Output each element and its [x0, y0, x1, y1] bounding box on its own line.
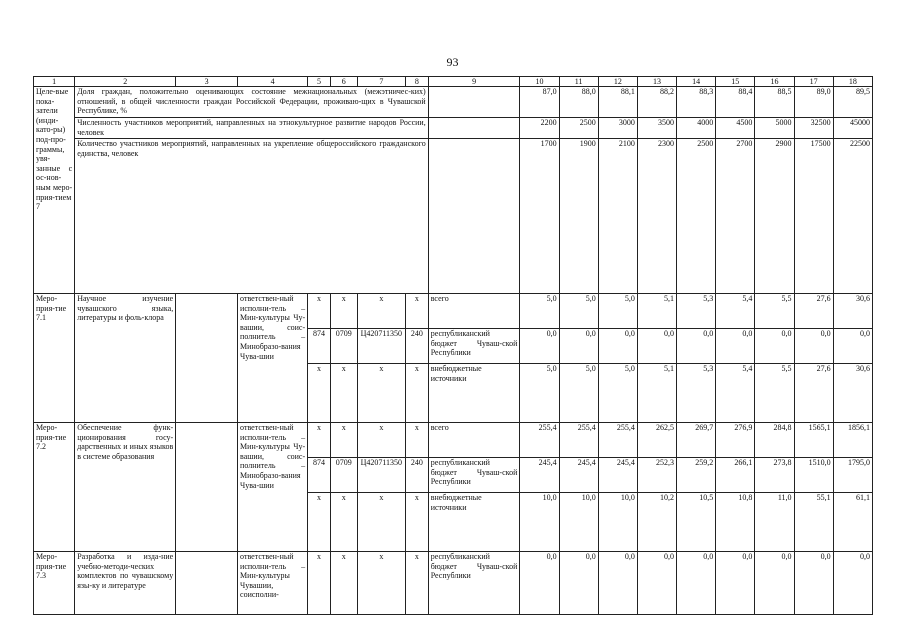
- budget-code: 874: [308, 458, 331, 493]
- funding-value: 1795,0: [833, 458, 872, 493]
- funding-value: 5,3: [677, 294, 716, 329]
- measure-executor: ответствен-ный исполни-тель – Мин-культуры Чу-вашии, соис-полнитель – Минобразо-вания Чува-шии: [238, 294, 308, 423]
- funding-value: 0,0: [794, 329, 833, 364]
- budget-code: x: [357, 493, 405, 552]
- column-number: 7: [357, 77, 405, 87]
- indicator-value: 2200: [520, 118, 559, 139]
- measure-label: Меро-прия-тие 7.2: [34, 423, 75, 552]
- funding-value: 0,0: [833, 552, 872, 615]
- funding-value: 5,1: [637, 294, 676, 329]
- budget-code: 874: [308, 329, 331, 364]
- funding-value: 0,0: [716, 329, 755, 364]
- funding-value: 10,2: [637, 493, 676, 552]
- indicator-text: Численность участников мероприятий, направленных на этнокультурное развитие народов России, человек: [75, 118, 428, 139]
- budget-code: 240: [406, 458, 429, 493]
- funding-value: 5,0: [598, 364, 637, 423]
- indicator-value: 5000: [755, 118, 794, 139]
- budget-code: x: [308, 423, 331, 458]
- funding-value: 30,6: [833, 294, 872, 329]
- funding-value: 245,4: [559, 458, 598, 493]
- funding-value: 266,1: [716, 458, 755, 493]
- budget-code: x: [308, 294, 331, 329]
- funding-value: 262,5: [637, 423, 676, 458]
- funding-value: 276,9: [716, 423, 755, 458]
- funding-value: 10,8: [716, 493, 755, 552]
- budget-code: x: [406, 552, 429, 615]
- measure-row: [34, 294, 873, 329]
- funding-value: 5,0: [598, 294, 637, 329]
- funding-value: 0,0: [755, 552, 794, 615]
- measure-executor: ответствен-ный исполни-тель – Мин-культуры Чу-вашии, соис-полнитель – Минобразо-вания Чува-шии: [238, 423, 308, 552]
- header-row: [34, 77, 873, 87]
- funding-value: 0,0: [559, 329, 598, 364]
- funding-value: 273,8: [755, 458, 794, 493]
- column-number: 9: [428, 77, 520, 87]
- column-number: 14: [677, 77, 716, 87]
- funding-value: 0,0: [559, 552, 598, 615]
- budget-code: 240: [406, 329, 429, 364]
- funding-value: 5,1: [637, 364, 676, 423]
- indicator-text: Количество участников мероприятий, направленных на укрепление общероссийского гражданского единства, человек: [75, 139, 428, 294]
- indicator-row: [34, 139, 873, 294]
- budget-code: x: [406, 423, 429, 458]
- budget-code: x: [330, 552, 357, 615]
- funding-value: 5,5: [755, 294, 794, 329]
- funding-value: 255,4: [520, 423, 559, 458]
- measure-blank: [176, 294, 238, 423]
- funding-value: 5,4: [716, 364, 755, 423]
- column-number: 11: [559, 77, 598, 87]
- column-number: 18: [833, 77, 872, 87]
- funding-value: 5,0: [559, 364, 598, 423]
- budget-code: 0709: [330, 329, 357, 364]
- column-number: 1: [34, 77, 75, 87]
- indicator-value: 88,1: [598, 87, 637, 118]
- measure-row: [34, 552, 873, 615]
- funding-value: 5,3: [677, 364, 716, 423]
- column-number: 8: [406, 77, 429, 87]
- funding-value: 30,6: [833, 364, 872, 423]
- program-table: [33, 76, 873, 615]
- funding-value: 27,6: [794, 294, 833, 329]
- column-number: 10: [520, 77, 559, 87]
- column-number: 16: [755, 77, 794, 87]
- funding-value: 10,0: [520, 493, 559, 552]
- indicator-value: 22500: [833, 139, 872, 294]
- funding-source: республиканский бюджет Чуваш-ской Республики: [428, 458, 520, 493]
- indicator-value: 3000: [598, 118, 637, 139]
- indicator-row: [34, 87, 873, 118]
- funding-value: 10,0: [559, 493, 598, 552]
- funding-value: 1565,1: [794, 423, 833, 458]
- funding-value: 0,0: [833, 329, 872, 364]
- budget-code: x: [406, 294, 429, 329]
- budget-code: x: [357, 552, 405, 615]
- measure-name: Разработка и изда-ние учебно-методи-ческих комплектов по чувашскому язы-ку и литературе: [75, 552, 176, 615]
- funding-value: 269,7: [677, 423, 716, 458]
- indicator-blank: [428, 139, 520, 294]
- column-number: 12: [598, 77, 637, 87]
- budget-code: x: [308, 493, 331, 552]
- column-number: 17: [794, 77, 833, 87]
- measure-blank: [176, 423, 238, 552]
- funding-value: 5,0: [559, 294, 598, 329]
- measure-blank: [176, 552, 238, 615]
- funding-value: 252,3: [637, 458, 676, 493]
- indicator-value: 1900: [559, 139, 598, 294]
- indicator-text: Доля граждан, положительно оценивающих состояние межнациональных (межэтничес-ких) отношений, в общей численности граждан Российской Федерации, проживаю-щих в Чувашской Республике, %: [75, 87, 428, 118]
- budget-code: x: [330, 493, 357, 552]
- column-number: 15: [716, 77, 755, 87]
- funding-value: 0,0: [520, 329, 559, 364]
- budget-code: x: [330, 364, 357, 423]
- budget-code: x: [330, 423, 357, 458]
- indicator-value: 2300: [637, 139, 676, 294]
- funding-source: всего: [428, 423, 520, 458]
- funding-value: 255,4: [559, 423, 598, 458]
- indicator-value: 17500: [794, 139, 833, 294]
- indicator-value: 4000: [677, 118, 716, 139]
- budget-code: x: [357, 364, 405, 423]
- funding-value: 0,0: [637, 552, 676, 615]
- funding-value: 0,0: [637, 329, 676, 364]
- budget-code: x: [406, 364, 429, 423]
- indicator-blank: [428, 87, 520, 118]
- funding-value: 259,2: [677, 458, 716, 493]
- budget-code: x: [308, 364, 331, 423]
- funding-value: 0,0: [794, 552, 833, 615]
- funding-value: 0,0: [598, 329, 637, 364]
- funding-value: 5,4: [716, 294, 755, 329]
- indicator-value: 4500: [716, 118, 755, 139]
- measure-row: [34, 423, 873, 458]
- indicator-value: 88,5: [755, 87, 794, 118]
- funding-value: 1856,1: [833, 423, 872, 458]
- target-section-label: Целе-вые пока-затели (инди-като-ры) под-про-граммы, увя-занные с ос-нов-ным меро-прия-тием 7: [34, 87, 75, 294]
- measure-label: Меро-прия-тие 7.3: [34, 552, 75, 615]
- funding-value: 10,5: [677, 493, 716, 552]
- funding-value: 61,1: [833, 493, 872, 552]
- indicator-value: 89,0: [794, 87, 833, 118]
- indicator-value: 2100: [598, 139, 637, 294]
- measure-name: Обеспечение функ-ционирования госу-дарственных и иных языков в системе образования: [75, 423, 176, 552]
- funding-value: 5,0: [520, 294, 559, 329]
- indicator-value: 1700: [520, 139, 559, 294]
- indicator-value: 89,5: [833, 87, 872, 118]
- funding-value: 0,0: [598, 552, 637, 615]
- indicator-value: 2500: [677, 139, 716, 294]
- column-number: 5: [308, 77, 331, 87]
- indicator-value: 88,2: [637, 87, 676, 118]
- measure-executor: ответствен-ный исполни-тель – Мин-культуры Чувашии, соисполни-: [238, 552, 308, 615]
- budget-code: 0709: [330, 458, 357, 493]
- funding-source: республиканский бюджет Чуваш-ской Республики: [428, 329, 520, 364]
- indicator-value: 32500: [794, 118, 833, 139]
- measure-label: Меро-прия-тие 7.1: [34, 294, 75, 423]
- funding-value: 245,4: [598, 458, 637, 493]
- indicator-value: 3500: [637, 118, 676, 139]
- funding-value: 0,0: [716, 552, 755, 615]
- budget-code: x: [330, 294, 357, 329]
- funding-value: 0,0: [520, 552, 559, 615]
- funding-value: 55,1: [794, 493, 833, 552]
- budget-code: x: [308, 552, 331, 615]
- funding-value: 245,4: [520, 458, 559, 493]
- measure-name: Научное изучение чувашского языка, литературы и фоль-клора: [75, 294, 176, 423]
- budget-code: x: [357, 294, 405, 329]
- indicator-blank: [428, 118, 520, 139]
- funding-value: 5,0: [520, 364, 559, 423]
- budget-code: Ц420711350: [357, 329, 405, 364]
- funding-value: 284,8: [755, 423, 794, 458]
- indicator-value: 2700: [716, 139, 755, 294]
- indicator-value: 2900: [755, 139, 794, 294]
- indicator-value: 87,0: [520, 87, 559, 118]
- indicator-value: 45000: [833, 118, 872, 139]
- indicator-value: 88,0: [559, 87, 598, 118]
- funding-value: 10,0: [598, 493, 637, 552]
- budget-code: x: [406, 493, 429, 552]
- column-number: 3: [176, 77, 238, 87]
- funding-value: 0,0: [677, 552, 716, 615]
- column-number: 4: [238, 77, 308, 87]
- column-number: 6: [330, 77, 357, 87]
- column-number: 2: [75, 77, 176, 87]
- funding-value: 255,4: [598, 423, 637, 458]
- page-number: 93: [446, 55, 459, 69]
- funding-source: внебюджетные источники: [428, 493, 520, 552]
- funding-source: внебюджетные источники: [428, 364, 520, 423]
- indicator-value: 88,4: [716, 87, 755, 118]
- funding-value: 1510,0: [794, 458, 833, 493]
- indicator-value: 2500: [559, 118, 598, 139]
- funding-value: 0,0: [755, 329, 794, 364]
- funding-source: всего: [428, 294, 520, 329]
- indicator-value: 88,3: [677, 87, 716, 118]
- funding-value: 27,6: [794, 364, 833, 423]
- indicator-row: [34, 118, 873, 139]
- budget-code: x: [357, 423, 405, 458]
- column-number: 13: [637, 77, 676, 87]
- funding-value: 11,0: [755, 493, 794, 552]
- funding-source: республиканский бюджет Чуваш-ской Республики: [428, 552, 520, 615]
- funding-value: 5,5: [755, 364, 794, 423]
- funding-value: 0,0: [677, 329, 716, 364]
- budget-code: Ц420711350: [357, 458, 405, 493]
